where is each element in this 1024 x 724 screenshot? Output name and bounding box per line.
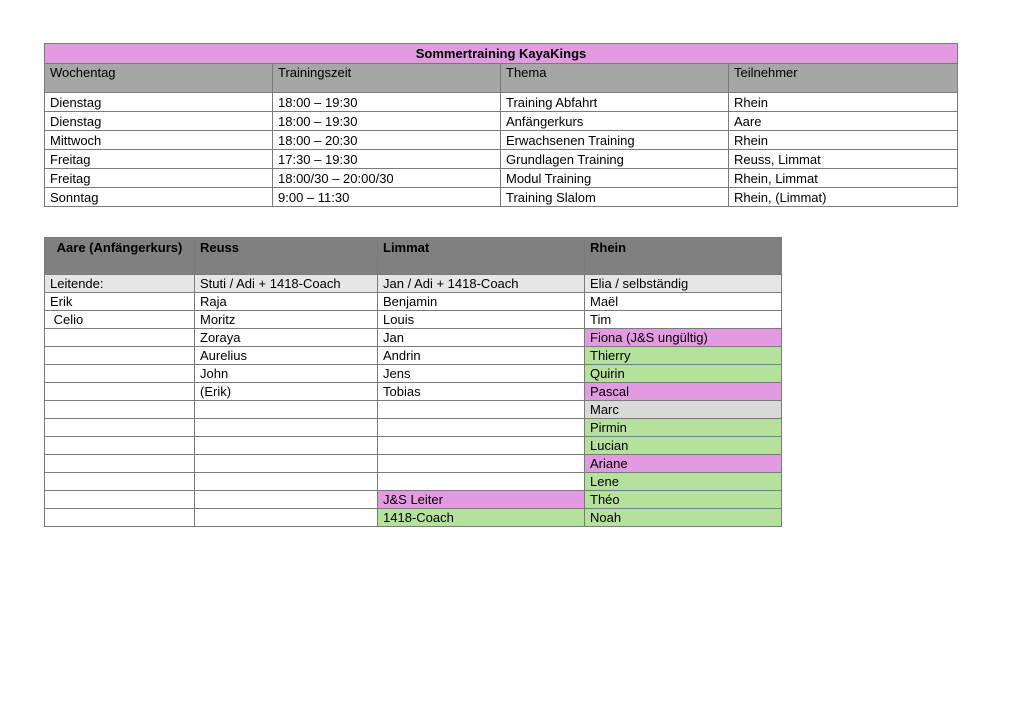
cell-limmat [378,401,585,419]
cell-limmat: Jan [378,329,585,347]
cell-reuss: (Erik) [195,383,378,401]
header-aare: Aare (Anfängerkurs) [45,238,195,275]
cell-limmat [378,437,585,455]
cell-topic: Training Slalom [501,188,729,207]
cell-time: 18:00/30 – 20:00/30 [273,169,501,188]
cell-limmat [378,419,585,437]
cell-rhein: Pascal [585,383,782,401]
table-row [45,455,782,473]
legend-1418-coach: 1418-Coach [378,509,585,527]
schedule-table [44,43,958,207]
table-row [45,93,958,112]
cell-topic: Modul Training [501,169,729,188]
cell-rhein: Fiona (J&S ungültig) [585,329,782,347]
table-row [45,329,782,347]
cell-time: 18:00 – 19:30 [273,93,501,112]
table-row [45,347,782,365]
cell-time: 18:00 – 20:30 [273,131,501,150]
cell-reuss [195,491,378,509]
cell-rhein: Lene [585,473,782,491]
cell-limmat: Andrin [378,347,585,365]
cell-limmat [378,473,585,491]
table-row [45,311,782,329]
cell-topic: Anfängerkurs [501,112,729,131]
table-row [45,112,958,131]
cell-rhein: Quirin [585,365,782,383]
cell-participants: Rhein, Limmat [729,169,958,188]
cell-time: 17:30 – 19:30 [273,150,501,169]
legend-js-leiter: J&S Leiter [378,491,585,509]
cell-reuss [195,473,378,491]
table-row [45,509,782,527]
cell-participants: Rhein [729,131,958,150]
cell-aare: Erik [45,293,195,311]
cell-participants: Reuss, Limmat [729,150,958,169]
cell-reuss [195,509,378,527]
table-row [45,150,958,169]
cell-topic: Training Abfahrt [501,93,729,112]
header-reuss: Reuss [195,238,378,275]
table-row [45,491,782,509]
cell-aare [45,437,195,455]
cell-day: Mittwoch [45,131,273,150]
cell-participants: Rhein [729,93,958,112]
leaders-label: Leitende: [45,275,195,293]
cell-day: Freitag [45,169,273,188]
cell-rhein: Pirmin [585,419,782,437]
cell-time: 18:00 – 19:30 [273,112,501,131]
cell-aare [45,347,195,365]
cell-rhein: Thierry [585,347,782,365]
table-row [45,131,958,150]
header-wochentag: Wochentag [45,64,273,93]
cell-day: Dienstag [45,93,273,112]
table-row [45,365,782,383]
header-rhein: Rhein [585,238,782,275]
cell-limmat: Louis [378,311,585,329]
table-row [45,473,782,491]
cell-aare [45,419,195,437]
header-thema: Thema [501,64,729,93]
header-teilnehmer: Teilnehmer [729,64,958,93]
cell-limmat: Jens [378,365,585,383]
cell-aare [45,329,195,347]
cell-reuss: Moritz [195,311,378,329]
cell-rhein: Lucian [585,437,782,455]
cell-aare [45,509,195,527]
groups-table [44,237,782,527]
cell-aare: Celio [45,311,195,329]
cell-limmat: Tobias [378,383,585,401]
cell-reuss: John [195,365,378,383]
cell-topic: Erwachsenen Training [501,131,729,150]
table-row [45,419,782,437]
cell-reuss: Aurelius [195,347,378,365]
cell-reuss [195,437,378,455]
cell-reuss [195,455,378,473]
header-limmat: Limmat [378,238,585,275]
table-row [45,169,958,188]
cell-aare [45,365,195,383]
cell-reuss: Zoraya [195,329,378,347]
table-row [45,293,782,311]
cell-reuss [195,401,378,419]
cell-day: Sonntag [45,188,273,207]
leaders-limmat: Jan / Adi + 1418-Coach [378,275,585,293]
cell-rhein: Marc [585,401,782,419]
cell-topic: Grundlagen Training [501,150,729,169]
header-trainingszeit: Trainingszeit [273,64,501,93]
table-row [45,383,782,401]
leaders-rhein: Elia / selbständig [585,275,782,293]
leaders-row [45,275,782,293]
cell-limmat: Benjamin [378,293,585,311]
cell-day: Dienstag [45,112,273,131]
table-row [45,437,782,455]
cell-aare [45,473,195,491]
cell-rhein: Noah [585,509,782,527]
cell-aare [45,491,195,509]
cell-reuss [195,419,378,437]
cell-aare [45,383,195,401]
leaders-reuss: Stuti / Adi + 1418-Coach [195,275,378,293]
cell-limmat [378,455,585,473]
cell-day: Freitag [45,150,273,169]
table-row [45,401,782,419]
cell-aare [45,401,195,419]
cell-reuss: Raja [195,293,378,311]
cell-rhein: Maël [585,293,782,311]
cell-rhein: Tim [585,311,782,329]
cell-participants: Aare [729,112,958,131]
cell-participants: Rhein, (Limmat) [729,188,958,207]
table-row [45,188,958,207]
cell-aare [45,455,195,473]
cell-rhein: Théo [585,491,782,509]
cell-rhein: Ariane [585,455,782,473]
schedule-title: Sommertraining KayaKings [45,44,958,64]
cell-time: 9:00 – 11:30 [273,188,501,207]
